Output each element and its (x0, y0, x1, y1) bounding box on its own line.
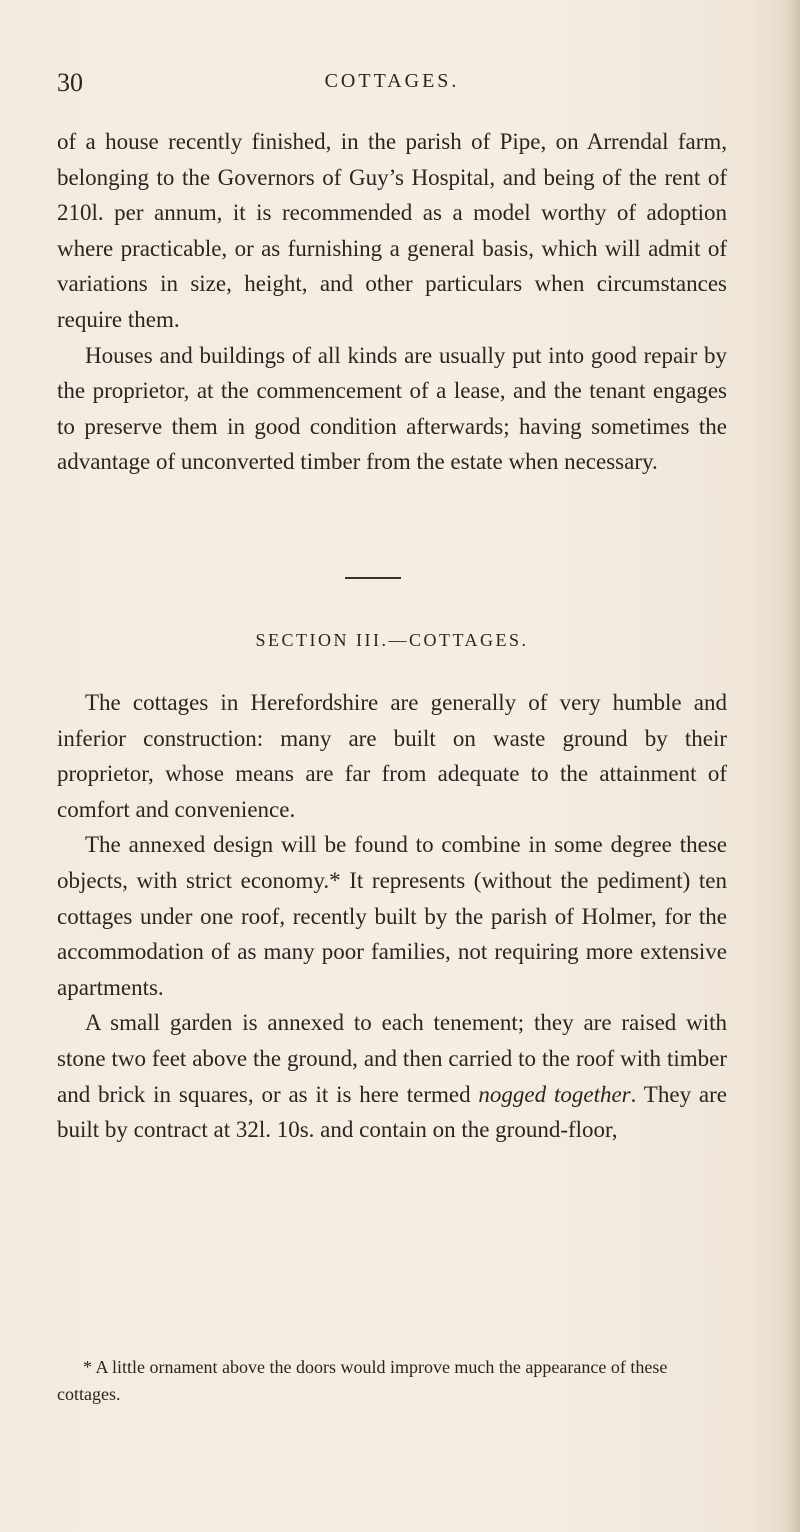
page-edge-shadow (786, 0, 800, 1532)
footnote-text: * A little ornament above the doors would improve much the appearance of these cottages. (57, 1357, 668, 1404)
text-block-upper (57, 124, 727, 480)
text-block-lower (57, 685, 727, 1148)
paragraph-cottages: The cottages in Herefordshire are generally of very humble and inferior construction: many are built on waste ground by their proprietor, whose means are far from adequate to the attainment of comfort and convenience. (57, 690, 727, 822)
section-heading: SECTION III.—COTTAGES. (255, 630, 529, 650)
page-header (57, 68, 727, 104)
paragraph-repairs: Houses and buildings of all kinds are usually put into good repair by the proprietor, at the commencement of a lease, and the tenant engages to preserve them in good condition afterwards; having sometimes the advantage of unconverted timber from the estate when necessary. (57, 342, 727, 475)
footnote (57, 1354, 727, 1408)
italic-term: nogged together (478, 1081, 631, 1107)
running-head: COTTAGES. (324, 70, 460, 92)
garden-text-start: A small garden is annexed to each tenement; they are raised with stone two feet above the ground, and then carried to the roof with timber and brick in squares, or as it is here termed (57, 1010, 727, 1107)
paragraph-design: The annexed design will be found to combine in some degree these objects, with strict economy.* It represents (without the pediment) ten cottages under one roof, recently built by the parish of Holmer, for the accommodation of as many poor families, not requiring more extensive apartments. (57, 832, 727, 1000)
paragraph-garden (57, 1005, 727, 1147)
page-number: 30 (57, 68, 83, 97)
section-divider-rule (345, 577, 401, 579)
garden-text-end: . They are built by contract at 32l. 10s. and contain on the ground-floor, (57, 1081, 727, 1143)
paragraph-continuation: of a house recently finished, in the parish of Pipe, on Arrendal farm, belonging to the Governors of Guy’s Hospital, and being of the rent of 210l. per annum, it is recommended as a model worthy of adoption where practicable, or as furnishing a general basis, which will admit of variations in size, height, and other particulars when circumstances require them. (57, 129, 727, 332)
